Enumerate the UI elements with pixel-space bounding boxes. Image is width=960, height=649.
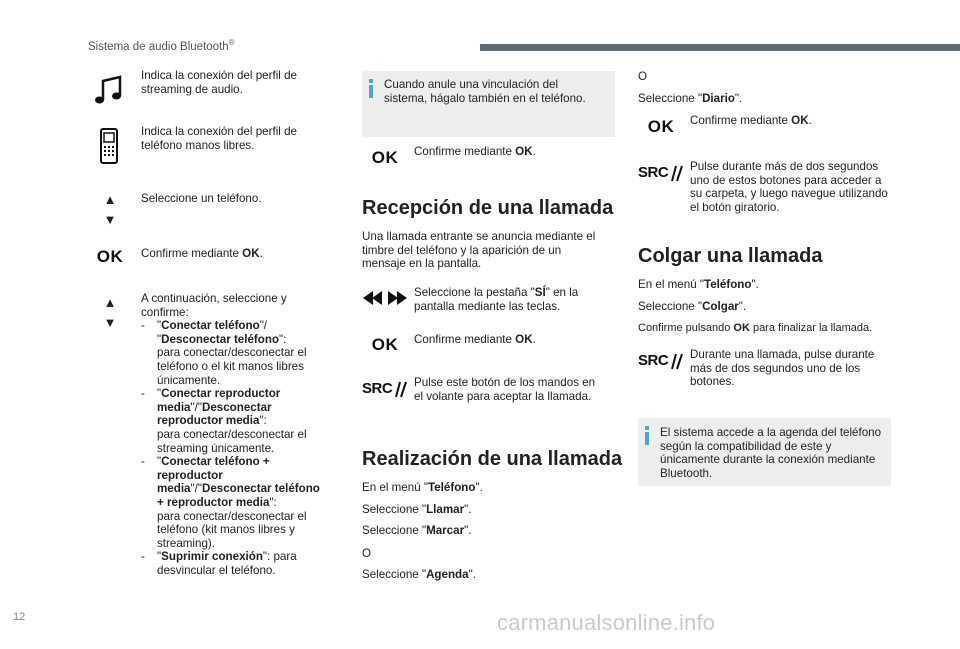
option-delete-connection: - "Suprimir conexión": para desvincular el teléfono.	[141, 550, 297, 577]
streaming-text: Indica la conexión del perfil de streaming de audio.	[141, 69, 297, 96]
heading-make-call: Realización de una llamada	[362, 448, 623, 470]
confirm-ok-text: Confirme mediante OK.	[414, 145, 536, 158]
info-note-unpair: Cuando anule una vinculación del sistema, hágalo también en el teléfono.	[362, 71, 615, 137]
select-tab-text: Seleccione la pestaña "SÍ" en la pantalla mediante las teclas.	[414, 286, 579, 313]
info-icon	[645, 432, 649, 445]
up-down-arrows-icon	[100, 193, 120, 227]
heading-hang-up: Colgar una llamada	[638, 245, 823, 267]
select-contacts-text: Seleccione "Agenda".	[362, 568, 476, 581]
ok-icon: OK	[371, 335, 399, 354]
down-arrow-icon: ▼	[103, 315, 117, 330]
confirm-ok-text: Confirme mediante OK.	[690, 114, 812, 127]
up-down-arrows-icon	[100, 296, 120, 330]
confirm-press-text: Confirme pulsando OK para finalizar la llamada.	[638, 322, 873, 334]
confirm-ok-text: Confirme mediante OK.	[414, 333, 536, 346]
or-text: O	[362, 547, 372, 560]
ok-icon: OK	[647, 117, 675, 136]
select-log-text: Seleccione "Diario".	[638, 92, 743, 105]
info-icon	[369, 85, 373, 98]
ok-icon: OK	[96, 247, 124, 266]
menu-phone-text: En el menú "Teléfono".	[362, 481, 483, 494]
up-arrow-icon: ▲	[103, 295, 117, 310]
page-number: 12	[13, 611, 26, 623]
accept-call-text: Pulse este botón de los mandos en el volante para aceptar la llamada.	[414, 376, 596, 403]
page-header-title: Sistema de audio Bluetooth®	[88, 38, 235, 53]
src-steering-button-icon: SRC	[638, 164, 684, 182]
header-bar	[480, 44, 960, 51]
up-arrow-icon: ▲	[103, 192, 117, 207]
src-steering-button-icon: SRC	[362, 380, 408, 398]
mobile-phone-icon	[99, 127, 121, 167]
down-arrow-icon: ▼	[103, 212, 117, 227]
select-phone-text: Seleccione un teléfono.	[141, 192, 262, 205]
option-connect-both: - "Conectar teléfono + reproductor media"/"Desconectar teléfono + reproductor media": para conectar/desconectar el teléfono (kit manos libres y streaming).	[141, 455, 320, 550]
option-connect-phone: - "Conectar teléfono"/ "Desconectar teléfono": para conectar/desconectar el teléfono o el kit manos libres únicamente.	[141, 319, 307, 387]
src-steering-button-icon: SRC	[638, 352, 684, 370]
confirm-ok-text: Confirme mediante OK.	[141, 247, 263, 260]
during-call-text: Durante una llamada, pulse durante más de dos segundos uno de los botones.	[690, 348, 875, 389]
music-note-icon	[92, 73, 126, 107]
select-call-text: Seleccione "Llamar".	[362, 503, 472, 516]
info-note-contacts: El sistema accede a la agenda del teléfono según la compatibilidad de este y únicamente durante la conexión mediante Bluetooth.	[638, 418, 891, 486]
connection-options	[141, 292, 323, 577]
ok-icon: OK	[371, 148, 399, 167]
select-hangup-text: Seleccione "Colgar".	[638, 300, 747, 313]
receive-call-text: Una llamada entrante se anuncia mediante el timbre del teléfono y la aparición de un mensaje en la pantalla.	[362, 230, 596, 271]
left-right-arrows-icon	[362, 290, 408, 306]
then-select-text: A continuación, seleccione y confirme:	[141, 292, 287, 319]
press-long-text: Pulse durante más de dos segundos uno de estos botones para acceder a su carpeta, y luego navegue utilizando el botón giratorio.	[690, 160, 888, 214]
menu-phone-text: En el menú "Teléfono".	[638, 278, 759, 291]
handsfree-text: Indica la conexión del perfil de teléfono manos libres.	[141, 125, 297, 152]
select-dial-text: Seleccione "Marcar".	[362, 524, 472, 537]
or-text: O	[638, 70, 648, 83]
heading-receive-call: Recepción de una llamada	[362, 197, 614, 219]
watermark: carmanualsonline.info	[497, 610, 716, 635]
option-connect-media: - "Conectar reproductor media"/"Desconectar reproductor media": para conectar/desconectar el streaming únicamente.	[141, 387, 307, 455]
